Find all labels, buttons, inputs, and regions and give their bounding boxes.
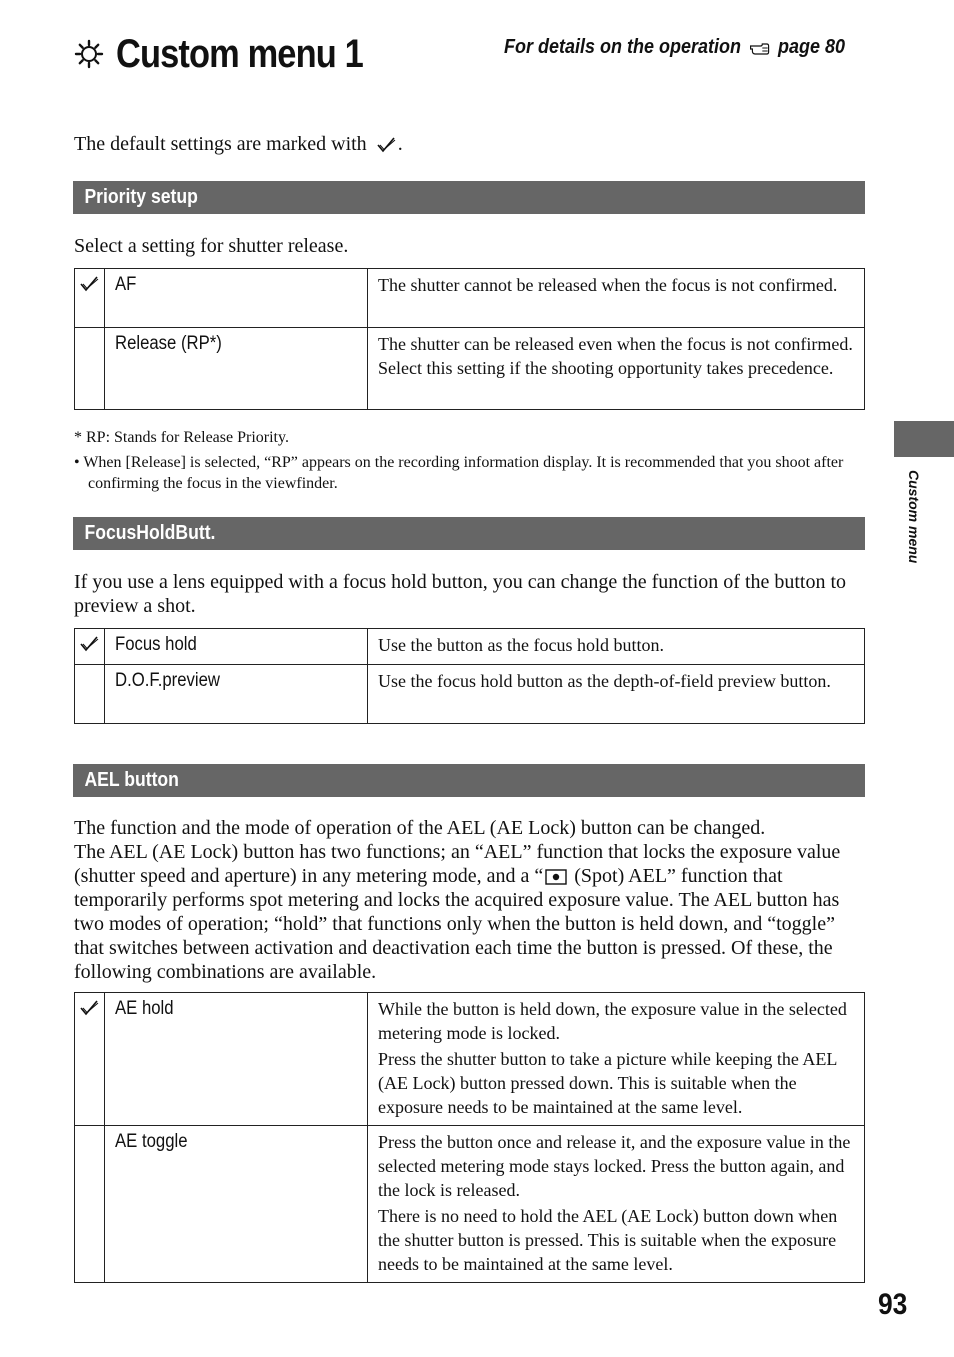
section-lead: If you use a lens equipped with a focus hold button, you can change the function of the button to preview a shot. <box>74 571 847 617</box>
option-name: AE toggle <box>105 1126 368 1283</box>
table-row <box>75 328 865 410</box>
option-description: The shutter can be released even when the focus is not confirmed. Select this setting if the shooting opportunity takes precedence. <box>368 328 865 410</box>
section-heading-text: FocusHoldButt. <box>84 522 216 544</box>
table-row <box>75 665 865 724</box>
option-name: D.O.F.preview <box>105 665 368 724</box>
section-heading-text: AEL button <box>84 769 179 791</box>
intro-end: . <box>397 133 403 155</box>
side-tab-text: Custom menu <box>906 470 922 564</box>
table-row <box>75 629 865 665</box>
section-heading-focus-hold-button <box>73 517 865 550</box>
spot-metering-icon <box>545 869 567 885</box>
option-name: Release (RP*) <box>105 328 368 410</box>
page-number: 93 <box>878 1288 908 1321</box>
option-description: Use the button as the focus hold button. <box>368 629 865 665</box>
section-lead <box>74 816 864 984</box>
notes <box>74 427 864 494</box>
default-marker-cell <box>75 665 105 724</box>
reference-page: page 80 <box>778 36 846 58</box>
side-tab-label <box>904 470 924 582</box>
section-lead: Select a setting for shutter release. <box>74 235 349 257</box>
side-tab-marker <box>894 421 954 457</box>
option-description: While the button is held down, the exposure value in the selected metering mode is locked. Press the shutter button to take a picture while keeping the AEL (AE Lock) button pressed down. This is suitable when the exposure needs to be maintained at the same level. <box>368 993 865 1126</box>
default-marker-cell <box>75 629 105 665</box>
default-marker-cell <box>75 269 105 328</box>
check-icon <box>80 275 100 293</box>
option-name: AE hold <box>105 993 368 1126</box>
gear-icon <box>74 39 104 69</box>
table-row <box>75 269 865 328</box>
section-heading-priority-setup <box>73 181 865 214</box>
intro-text: The default settings are marked with <box>74 133 367 155</box>
option-name: Focus hold <box>105 629 368 665</box>
pointing-hand-icon <box>750 41 770 55</box>
table-row <box>75 993 865 1126</box>
check-icon <box>80 999 100 1017</box>
options-table-focus-hold-button <box>74 628 865 724</box>
option-description: Use the focus hold button as the depth-of-field preview button. <box>368 665 865 724</box>
default-marker-cell <box>75 328 105 410</box>
reference-text: For details on the operation <box>504 36 742 58</box>
section-heading-ael-button <box>73 764 865 797</box>
footnote: * RP: Stands for Release Priority. <box>74 429 289 446</box>
option-description: Press the button once and release it, and the exposure value in the selected metering mode stays locked. Press the button again, and the lock is released. There is no need to hold the AEL (AE Lock) button down when the shutter button is pressed. This is suitable when the exposure needs to be maintained at the same level. <box>368 1126 865 1283</box>
page-reference <box>504 36 845 59</box>
section-heading-text: Priority setup <box>84 186 198 208</box>
default-marker-cell <box>75 993 105 1126</box>
table-row <box>75 1126 865 1283</box>
default-marker-cell <box>75 1126 105 1283</box>
options-table-priority-setup <box>74 268 865 410</box>
page-title: Custom menu 1 <box>116 31 363 76</box>
intro-line <box>74 133 403 156</box>
page-header <box>74 30 403 78</box>
lead-paragraph: The AEL (AE Lock) button has two functions; an “AEL” function that locks the exposure value (shutter speed and aperture) in any metering mode, and a “ (Spot) AEL” function that temporarily performs spot metering and locks the acquired exposure value. The AEL button has two modes of operation; “hold” that functions only when the button is held down, and “toggle” that switches between activation and deactivation each time the button is pressed. Of these, the following combinations are available. <box>74 841 841 983</box>
check-icon <box>376 136 398 154</box>
bullet-note: • When [Release] is selected, “RP” appears on the recording information display. It is recommended that you shoot after confirming the focus in the viewfinder. <box>74 454 844 492</box>
option-description: The shutter cannot be released when the focus is not confirmed. <box>368 269 865 328</box>
check-icon <box>80 635 100 653</box>
options-table-ael-button <box>74 992 865 1283</box>
option-name: AF <box>105 269 368 328</box>
lead-paragraph: The function and the mode of operation of the AEL (AE Lock) button can be changed. <box>74 817 766 839</box>
